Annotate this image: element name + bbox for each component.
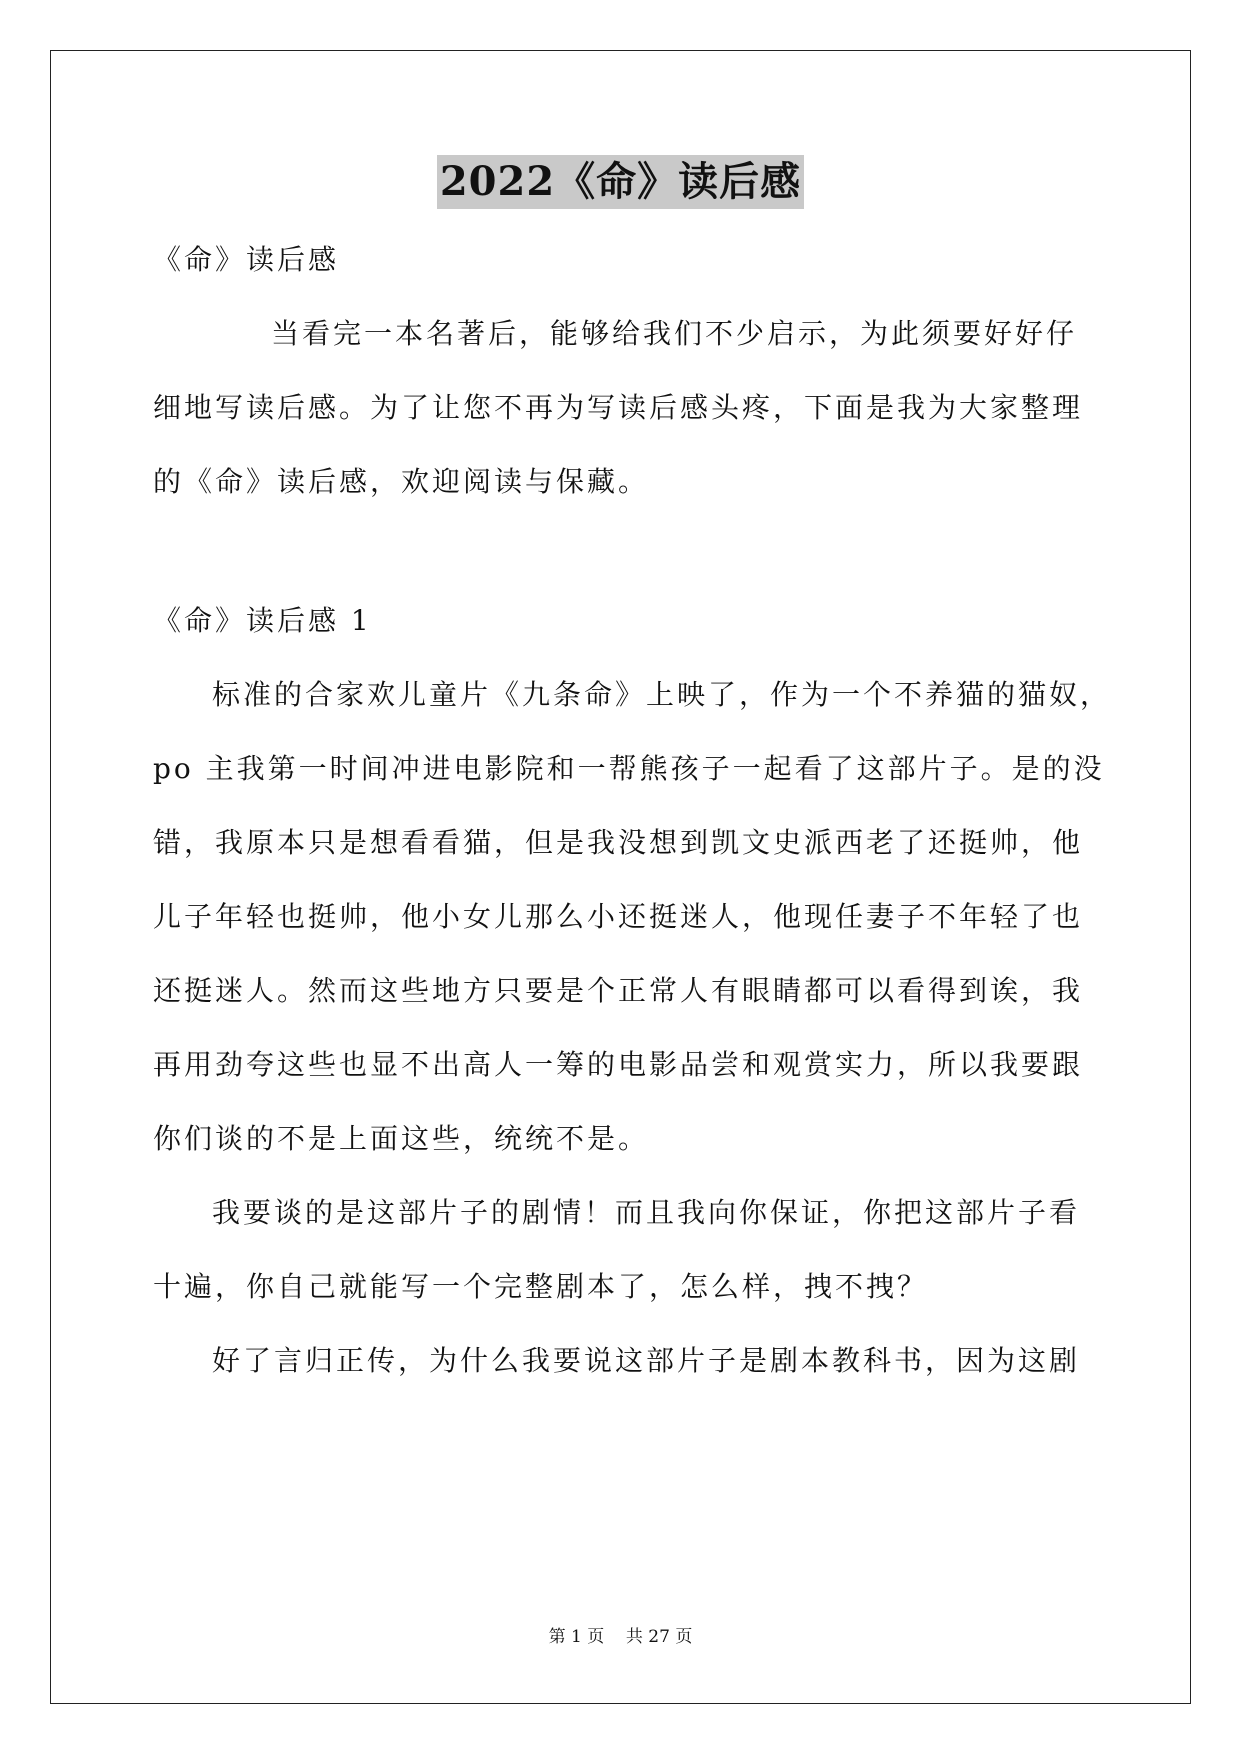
paragraph-line: 细地写读后感。为了让您不再为写读后感头疼，下面是我为大家整理	[153, 391, 1084, 424]
paragraph-line: 还挺迷人。然而这些地方只要是个正常人有眼睛都可以看得到诶，我	[153, 974, 1084, 1007]
section-heading-intro: 《命》读后感	[153, 243, 340, 276]
paragraph-line: 十遍，你自己就能写一个完整剧本了，怎么样，拽不拽？	[153, 1270, 929, 1303]
page-number: 第 1 页 共 27 页	[548, 1627, 693, 1647]
paragraph-line: 儿子年轻也挺帅，他小女儿那么小还挺迷人，他现任妻子不年轻了也	[153, 900, 1084, 933]
paragraph-line: 好了言归正传，为什么我要说这部片子是剧本教科书，因为这剧	[212, 1344, 1081, 1377]
paragraph-line: 我要谈的是这部片子的剧情！而且我向你保证，你把这部片子看	[212, 1196, 1081, 1229]
title-container	[0, 155, 1241, 209]
section-heading-1: 《命》读后感 1	[153, 604, 372, 637]
page-footer	[0, 1626, 1241, 1648]
document-title: 2022《命》读后感	[437, 155, 804, 209]
paragraph-line: 当看完一本名著后，能够给我们不少启示，为此须要好好仔	[271, 317, 1078, 350]
paragraph-line: 错，我原本只是想看看猫，但是我没想到凯文史派西老了还挺帅，他	[153, 826, 1084, 859]
paragraph-line: po 主我第一时间冲进电影院和一帮熊孩子一起看了这部片子。是的没	[153, 752, 1105, 785]
paragraph-line: 标准的合家欢儿童片《九条命》上映了，作为一个不养猫的猫奴，	[212, 678, 1112, 711]
paragraph-line: 再用劲夸这些也显不出高人一筹的电影品尝和观赏实力，所以我要跟	[153, 1048, 1084, 1081]
page-border	[50, 50, 1191, 1704]
paragraph-line: 你们谈的不是上面这些，统统不是。	[153, 1122, 650, 1155]
paragraph-line: 的《命》读后感，欢迎阅读与保藏。	[153, 465, 650, 498]
